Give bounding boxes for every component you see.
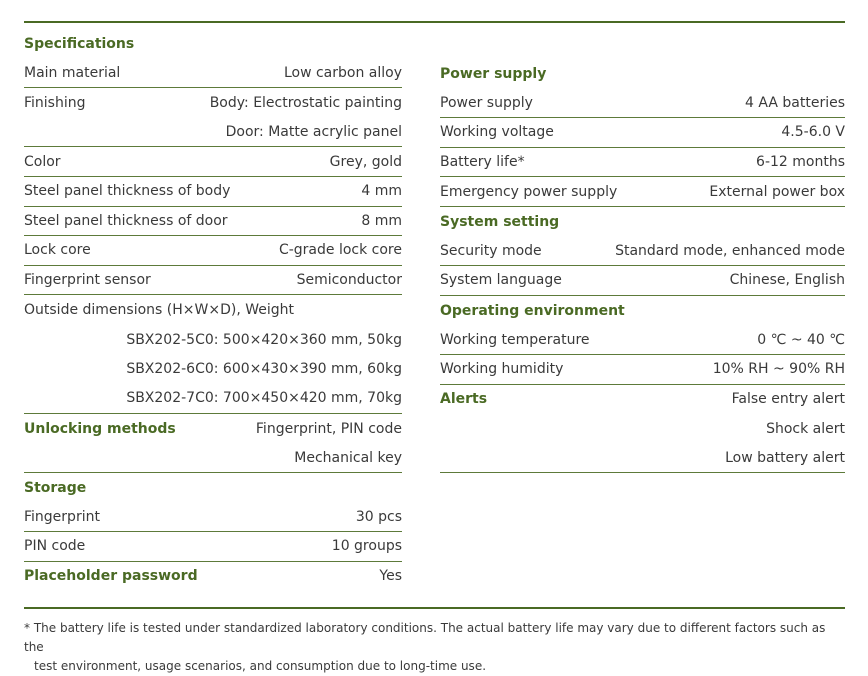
spec-value: False entry alert xyxy=(731,391,845,408)
specifications-title: Specifications xyxy=(24,35,135,52)
spec-value: Low battery alert xyxy=(725,450,845,467)
specifications-header-row xyxy=(24,29,402,59)
spec-label: Emergency power supply xyxy=(440,183,618,200)
spec-value: External power box xyxy=(709,183,845,200)
storage-row-pin-code xyxy=(24,532,402,562)
spec-value: 4 AA batteries xyxy=(745,94,845,111)
spec-value: 10% RH ~ 90% RH xyxy=(712,361,845,378)
spec-row-main-material xyxy=(24,59,402,89)
spec-label: Outside dimensions (H×W×D), Weight xyxy=(24,302,294,319)
spec-value: 30 pcs xyxy=(355,508,402,525)
alerts-title: Alerts xyxy=(440,391,488,408)
spec-label: Main material xyxy=(24,64,121,81)
power-supply-header-row xyxy=(440,59,845,89)
spec-label: Working temperature xyxy=(440,331,590,348)
top-divider xyxy=(24,21,845,23)
spec-label: Power supply xyxy=(440,94,533,111)
footnote-line-1: * The battery life is tested under standardized laboratory conditions. The actual battery life may vary due to different factors such as the xyxy=(24,621,826,654)
spec-value: 0 ℃ ~ 40 ℃ xyxy=(757,331,845,348)
spec-row-door-thickness xyxy=(24,207,402,237)
spec-row-body-thickness xyxy=(24,177,402,207)
power-row-emergency xyxy=(440,177,845,207)
spec-row-dimensions-7c0 xyxy=(24,384,402,414)
spec-label: Fingerprint xyxy=(24,508,100,525)
system-row-security-mode xyxy=(440,237,845,267)
operating-environment-header-row xyxy=(440,296,845,326)
spec-label: Battery life* xyxy=(440,154,525,171)
spec-value: Body: Electrostatic painting xyxy=(209,94,402,111)
spec-value: SBX202-7C0: 700×450×420 mm, 70kg xyxy=(126,390,402,407)
env-row-temperature xyxy=(440,325,845,355)
spec-row-dimensions-5c0 xyxy=(24,325,402,355)
spec-row-lock-core xyxy=(24,236,402,266)
system-setting-header-row xyxy=(440,207,845,237)
storage-title: Storage xyxy=(24,479,87,496)
spec-value: 6-12 months xyxy=(756,154,845,171)
spec-value: Mechanical key xyxy=(294,449,402,466)
unlocking-title: Unlocking methods xyxy=(24,420,176,437)
storage-row-fingerprint xyxy=(24,503,402,533)
spec-label: Working humidity xyxy=(440,361,564,378)
spec-label: System language xyxy=(440,272,562,289)
spec-value: SBX202-6C0: 600×430×390 mm, 60kg xyxy=(126,361,402,378)
power-row-battery-life xyxy=(440,148,845,178)
alerts-row xyxy=(440,385,845,415)
right-column xyxy=(440,59,845,473)
spec-value: C-grade lock core xyxy=(278,242,402,259)
spec-label: PIN code xyxy=(24,538,86,555)
spec-value: Yes xyxy=(379,568,402,585)
spec-row-finishing xyxy=(24,88,402,118)
spec-value: 8 mm xyxy=(361,212,402,229)
spec-value: Shock alert xyxy=(766,420,845,437)
alerts-row-2 xyxy=(440,414,845,444)
power-supply-title: Power supply xyxy=(440,65,547,82)
spec-row-finishing-door xyxy=(24,118,402,148)
bottom-divider xyxy=(24,607,845,609)
storage-header-row xyxy=(24,473,402,503)
spec-value: 4 mm xyxy=(361,183,402,200)
spec-value: Fingerprint, PIN code xyxy=(255,420,402,437)
spec-label: Steel panel thickness of body xyxy=(24,183,231,200)
unlocking-row xyxy=(24,414,402,444)
spec-value: Chinese, English xyxy=(729,272,845,289)
spec-row-fingerprint-sensor xyxy=(24,266,402,296)
placeholder-password-row xyxy=(24,562,402,592)
spec-label: Finishing xyxy=(24,94,86,111)
spec-value: 4.5-6.0 V xyxy=(781,124,845,141)
system-row-language xyxy=(440,266,845,296)
system-setting-title: System setting xyxy=(440,213,560,230)
spec-label: Steel panel thickness of door xyxy=(24,212,228,229)
spec-row-dimensions-6c0 xyxy=(24,355,402,385)
spec-label: Security mode xyxy=(440,242,542,259)
spec-value: Low carbon alloy xyxy=(283,64,402,81)
spec-row-color xyxy=(24,147,402,177)
left-column xyxy=(24,29,402,591)
spec-value: Grey, gold xyxy=(329,153,402,170)
placeholder-password-title: Placeholder password xyxy=(24,568,198,585)
operating-environment-title: Operating environment xyxy=(440,302,625,319)
spec-label: Working voltage xyxy=(440,124,554,141)
alerts-row-3 xyxy=(440,444,845,474)
spec-value: Standard mode, enhanced mode xyxy=(615,242,845,259)
env-row-humidity xyxy=(440,355,845,385)
power-row-supply xyxy=(440,89,845,119)
power-row-voltage xyxy=(440,118,845,148)
spec-label: Color xyxy=(24,153,61,170)
unlocking-row-2 xyxy=(24,443,402,473)
spec-label: Lock core xyxy=(24,242,91,259)
spec-row-dimensions xyxy=(24,295,402,325)
spec-value: 10 groups xyxy=(331,538,402,555)
footnote xyxy=(24,619,845,676)
spec-value: SBX202-5C0: 500×420×360 mm, 50kg xyxy=(126,331,402,348)
spec-value: Door: Matte acrylic panel xyxy=(225,124,402,141)
spec-label: Fingerprint sensor xyxy=(24,272,151,289)
footnote-line-2: test environment, usage scenarios, and consumption due to long-time use. xyxy=(34,659,487,673)
spec-value: Semiconductor xyxy=(296,272,402,289)
